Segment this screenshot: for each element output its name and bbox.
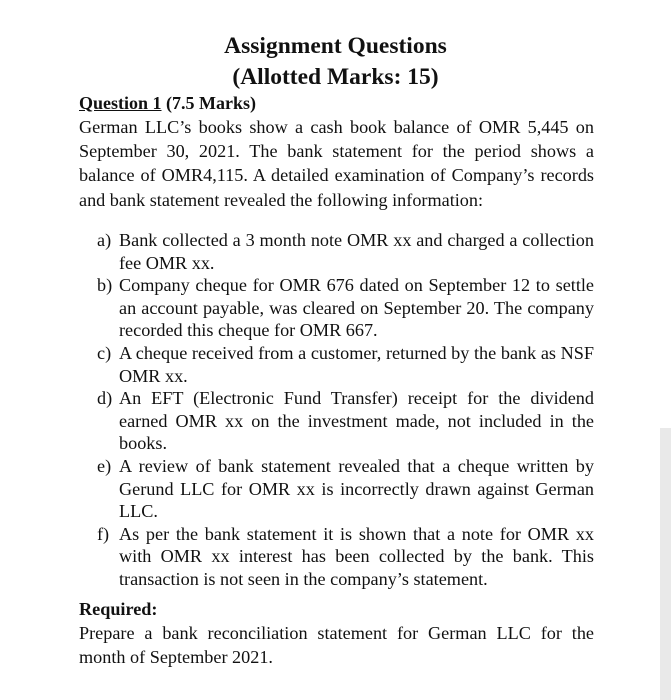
question-label: Question 1: [79, 93, 162, 113]
item-marker: f): [97, 523, 110, 544]
item-marker: a): [97, 230, 112, 250]
item-text: An EFT (Electronic Fund Transfer) receipt for the dividend earned OMR xx on the investment made, not included in the books.: [119, 388, 594, 454]
item-text: A review of bank statement revealed that a cheque written by Gerund LLC for OMR xx is incorrectly drawn against German LLC.: [119, 455, 594, 522]
required-instruction: Prepare a bank reconciliation statement for German LLC for the month of September 2021.: [79, 623, 594, 668]
scrollbar-track[interactable]: [660, 428, 671, 700]
list-item: [97, 342, 594, 387]
question-marks: (7.5 Marks): [161, 93, 256, 113]
question-item-list: [97, 229, 594, 591]
list-item: [97, 455, 594, 523]
question-heading: [79, 91, 256, 115]
list-item: [97, 229, 594, 274]
list-item: [97, 274, 594, 342]
required-heading: Required:: [79, 599, 158, 619]
item-text: A cheque received from a customer, returned by the bank as NSF OMR xx.: [119, 342, 594, 386]
item-text: Company cheque for OMR 676 dated on September 12 to settle an account payable, was cleared on September 20. The company recorded this cheque for OMR 667.: [119, 275, 594, 341]
question-intro-paragraph: German LLC’s books show a cash book balance of OMR 5,445 on September 30, 2021. The bank statement for the period shows a balance of OMR4,115. A detailed examination of Company’s records and bank statement revealed the following information:: [79, 117, 594, 210]
item-text: As per the bank statement it is shown that a note for OMR xx with OMR xx interest has been collected by the bank. This transaction is not seen in the company’s statement.: [119, 523, 594, 589]
item-marker: c): [97, 342, 112, 363]
item-marker: b): [97, 275, 113, 296]
item-marker: e): [97, 455, 112, 476]
allotted-marks-subtitle: (Allotted Marks: 15): [232, 64, 439, 90]
item-marker: d): [97, 388, 113, 409]
list-item: [97, 387, 594, 455]
item-text: Bank collected a 3 month note OMR xx and charged a collection fee OMR xx.: [119, 230, 594, 273]
page-title: Assignment Questions: [224, 33, 447, 59]
list-item: [97, 523, 594, 591]
